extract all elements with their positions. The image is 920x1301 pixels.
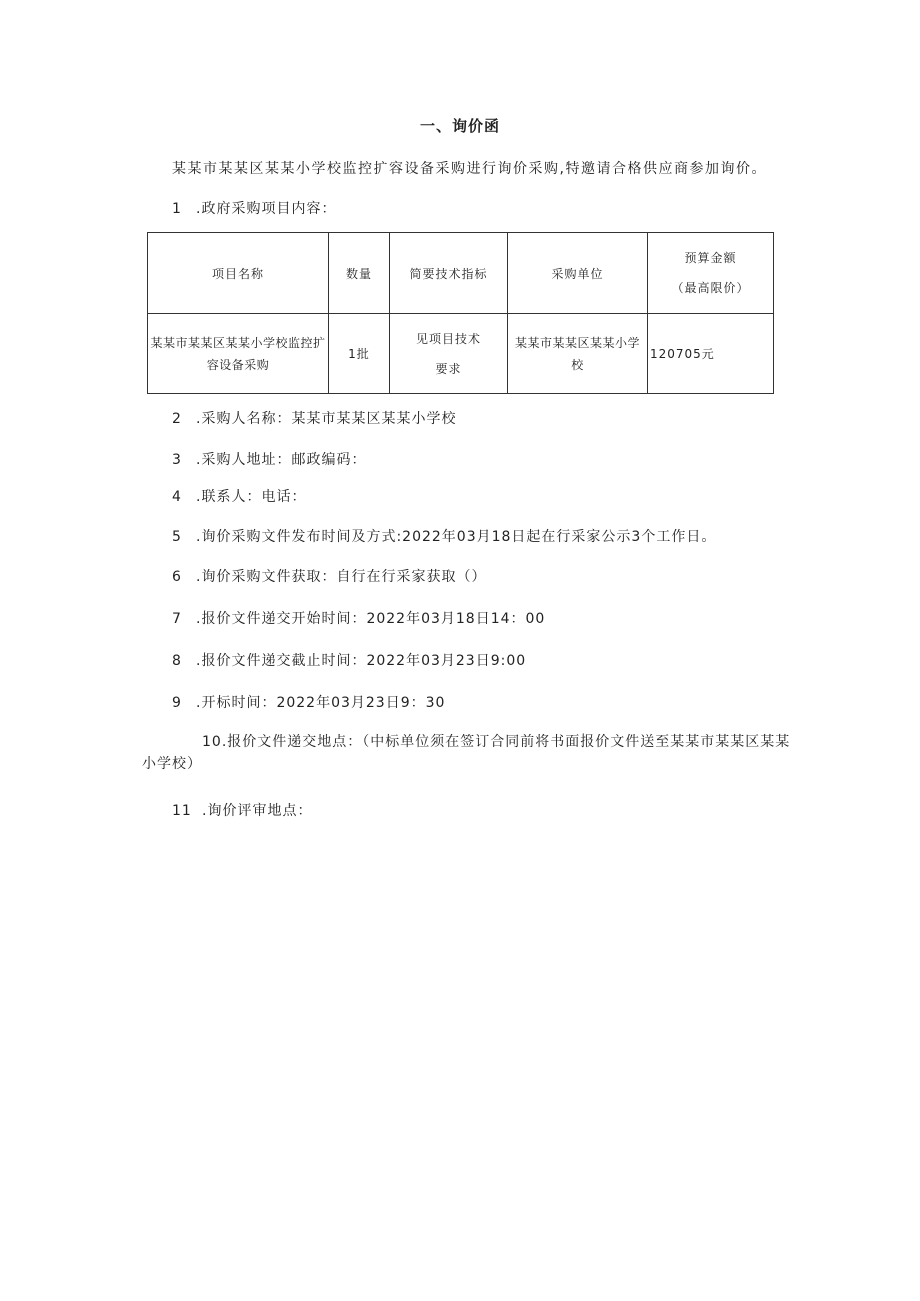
item-text: .报价文件递交开始时间：2022年03月18日14：00	[196, 611, 546, 627]
item-3	[172, 449, 366, 469]
item-9	[172, 692, 445, 712]
procurement-table	[147, 232, 774, 394]
item-number: 7	[172, 611, 182, 627]
budget-header-line1: 预算金额	[684, 251, 737, 265]
item-number: 8	[172, 653, 182, 669]
item-number: 1	[172, 201, 182, 217]
item-text: .开标时间：2022年03月23日9：30	[196, 695, 446, 711]
item-text: .采购人名称：某某市某某区某某小学校	[196, 411, 457, 427]
header-project-name: 项目名称	[148, 233, 329, 314]
item-number: 5	[172, 529, 182, 545]
page-title: 一、询价函	[419, 117, 500, 135]
item-text: .联系人：电话：	[196, 489, 307, 505]
item-2	[172, 408, 456, 428]
item-8	[172, 650, 526, 670]
cell-spec	[390, 314, 508, 394]
item-number: 11	[172, 803, 192, 819]
item-number: 6	[172, 569, 182, 585]
item-11	[172, 800, 312, 820]
item-number: 2	[172, 411, 182, 427]
spec-line2: 要求	[435, 361, 462, 376]
budget-header-line2: （最高限价）	[671, 281, 750, 295]
header-budget	[648, 233, 774, 314]
item-text: .询价采购文件获取：自行在行采家获取（）	[196, 569, 487, 585]
item-text: .采购人地址：邮政编码：	[196, 452, 367, 468]
cell-project-name	[148, 314, 329, 394]
cell-budget: 120705元	[648, 314, 774, 394]
item-number: 9	[172, 695, 182, 711]
item-text: .政府采购项目内容：	[196, 201, 337, 217]
header-unit: 采购单位	[508, 233, 648, 314]
header-spec: 简要技术指标	[390, 233, 508, 314]
table-header-row	[148, 233, 774, 314]
table-row	[148, 314, 774, 394]
item-text: .询价评审地点：	[202, 803, 313, 819]
item-7	[172, 608, 545, 628]
header-quantity: 数量	[329, 233, 390, 314]
item-4	[172, 486, 306, 506]
spec-line1: 见项目技术	[415, 331, 481, 346]
item-text: .报价文件递交地点：（中标单位须在签订合同前将书面报价文件送至某某市某某区某某小学校）	[142, 734, 791, 772]
intro-paragraph: 某某市某某区某某小学校监控扩容设备采购进行询价采购,特邀请合格供应商参加询价。	[172, 161, 767, 177]
item-text: .询价采购文件发布时间及方式:2022年03月18日起在行采家公示3个工作日。	[196, 529, 717, 545]
item-5	[172, 526, 716, 546]
unit-text: 某某市某某区某某小学校	[514, 335, 640, 372]
project-name-text: 某某市某某区某某小学校监控扩容设备采购	[150, 335, 326, 372]
item-number: 3	[172, 452, 182, 468]
item-number: 4	[172, 489, 182, 505]
cell-unit	[508, 314, 648, 394]
item-10	[142, 731, 792, 775]
item-number: 10	[202, 734, 222, 750]
item-text: .报价文件递交截止时间：2022年03月23日9:00	[196, 653, 527, 669]
cell-quantity: 1批	[329, 314, 390, 394]
item-1	[172, 198, 336, 218]
item-6	[172, 566, 486, 586]
